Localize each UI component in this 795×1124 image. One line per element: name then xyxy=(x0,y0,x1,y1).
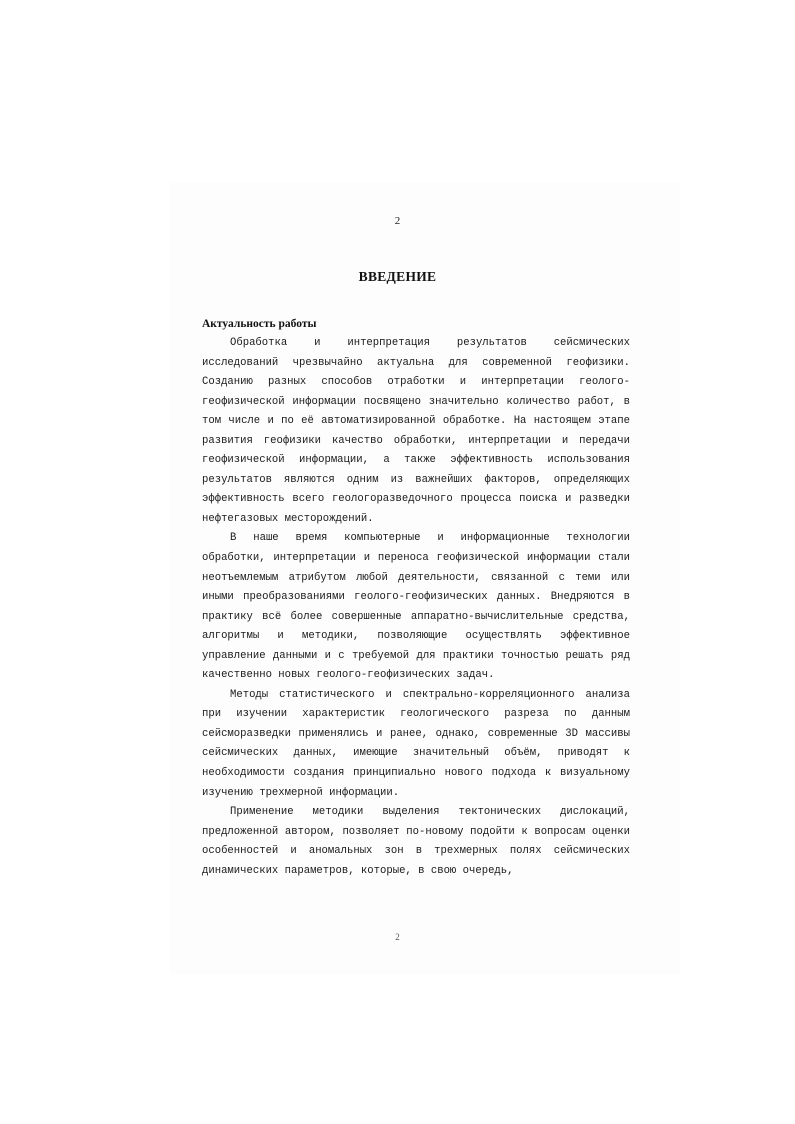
page-number-bottom: 2 xyxy=(395,932,400,942)
body-text xyxy=(202,334,630,881)
page-number-top: 2 xyxy=(394,215,401,227)
section-heading: Актуальность работы xyxy=(202,318,317,330)
paragraph: Обработка и интерпретация результатов сейсмических исследований чрезвычайно актуальна для современной геофизики. Созданию разных способов отработки и интерпретации геолого-геофизической информации посвящено значительно количество работ, в том числе и по её автоматизированной обработке. На настоящем этапе развития геофизики качество обработки, интерпретации и передачи геофизической информации, а также эффективность использования результатов являются одним из важнейших факторов, определяющих эффективность всего геологоразведочного процесса поиска и разведки нефтегазовых месторождений. xyxy=(202,337,630,525)
paragraph: В наше время компьютерные и информационные технологии обработки, интерпретации и переноса геофизической информации стали неотъемлемым атрибутом любой деятельности, связанной с теми или иными преобразованиями геолого-геофизических данных. Внедряются в практику всё более совершенные аппаратно-вычислительные средства, алгоритмы и методики, позволяющие осуществлять эффективное управление данными и с требуемой для практики точностью решать ряд качественно новых геолого-геофизических задач. xyxy=(202,532,630,682)
page-title: ВВЕДЕНИЕ xyxy=(358,269,437,284)
paragraph: Применение методики выделения тектонических дислокаций, предложенной автором, позволяет по-новому подойти к вопросам оценки особенностей и аномальных зон в трехмерных полях сейсмических динамических параметров, которые, в свою очередь, xyxy=(202,806,630,877)
paragraph: Методы статистического и спектрально-корреляционного анализа при изучении характеристик геологического разреза по данным сейсморазведки применялись и ранее, однако, современные 3D массивы сейсмических данных, имеющие значительный объём, приводят к необходимости создания принципиально нового подхода к визуальному изучению трехмерной информации. xyxy=(202,688,630,799)
